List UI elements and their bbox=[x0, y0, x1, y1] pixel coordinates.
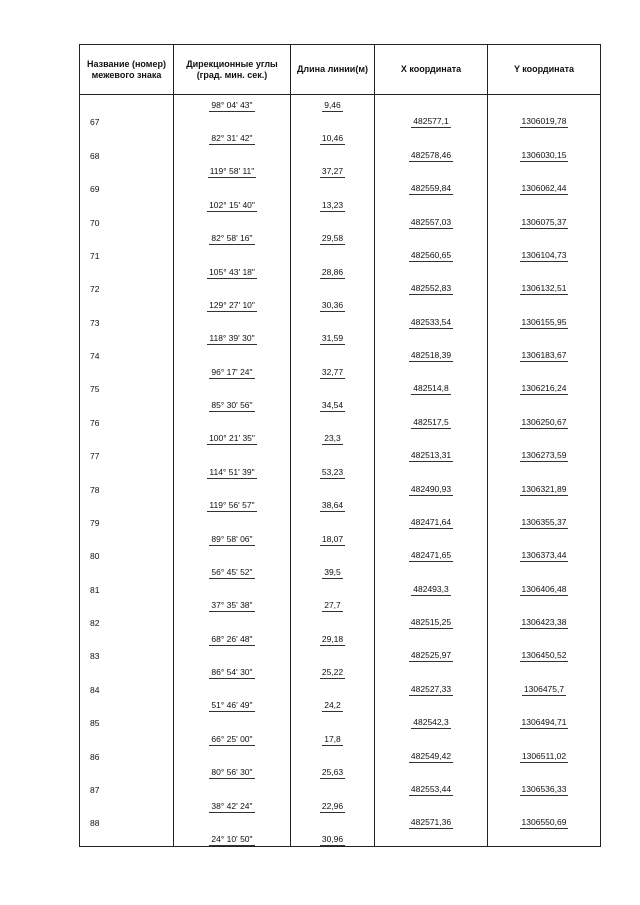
x-coordinate: 482553,44 bbox=[410, 783, 452, 794]
point-name: 70 bbox=[90, 217, 100, 228]
segment-row bbox=[80, 362, 601, 379]
segment-row bbox=[80, 662, 601, 679]
point-row bbox=[80, 412, 601, 429]
line-length: 31,59 bbox=[321, 333, 344, 344]
point-name: 69 bbox=[90, 184, 100, 195]
direction-angle: 114° 51' 39" bbox=[209, 466, 255, 477]
direction-angle: 96° 17' 24" bbox=[211, 366, 253, 377]
header-y: Y координата bbox=[488, 45, 601, 95]
y-coordinate: 1306406,48 bbox=[521, 583, 567, 594]
direction-angle: 102° 15' 40" bbox=[209, 199, 255, 210]
point-row bbox=[80, 546, 601, 563]
line-length: 32,77 bbox=[321, 366, 344, 377]
segment-row bbox=[80, 496, 601, 513]
x-coordinate: 482490,93 bbox=[410, 483, 452, 494]
segment-row bbox=[80, 829, 601, 846]
point-name: 76 bbox=[90, 417, 100, 428]
point-row bbox=[80, 679, 601, 696]
y-coordinate: 1306536,33 bbox=[521, 783, 567, 794]
y-coordinate: 1306132,51 bbox=[521, 283, 567, 294]
x-coordinate: 482577,1 bbox=[413, 116, 449, 127]
header-row bbox=[80, 45, 601, 95]
segment-row bbox=[80, 596, 601, 613]
y-coordinate: 1306030,15 bbox=[521, 149, 567, 160]
x-coordinate: 482515,25 bbox=[410, 617, 452, 627]
point-name: 68 bbox=[90, 150, 100, 161]
point-row bbox=[80, 646, 601, 663]
direction-angle: 80° 56' 30" bbox=[211, 767, 253, 778]
point-name: 79 bbox=[90, 517, 100, 528]
segment-row bbox=[80, 195, 601, 212]
point-name: 67 bbox=[90, 117, 100, 128]
line-length: 23,3 bbox=[324, 433, 341, 444]
y-coordinate: 1306511,02 bbox=[521, 750, 567, 761]
point-name: 88 bbox=[90, 818, 100, 829]
y-coordinate: 1306250,67 bbox=[521, 416, 567, 427]
segment-row bbox=[80, 529, 601, 546]
x-coordinate: 482517,5 bbox=[413, 416, 449, 427]
boundary-coordinates-table bbox=[79, 44, 601, 847]
point-row bbox=[80, 746, 601, 763]
header-name: Название (номер) межевого знака bbox=[80, 45, 174, 95]
direction-angle: 119° 58' 11" bbox=[209, 166, 255, 177]
y-coordinate: 1306216,24 bbox=[521, 383, 567, 394]
direction-angle: 82° 31' 42" bbox=[211, 133, 253, 144]
point-row bbox=[80, 245, 601, 262]
direction-angle: 129° 27' 10" bbox=[209, 299, 255, 310]
y-coordinate: 1306104,73 bbox=[521, 249, 567, 260]
point-name: 80 bbox=[90, 551, 100, 562]
point-row bbox=[80, 112, 601, 129]
x-coordinate: 482542,3 bbox=[413, 717, 449, 728]
point-row bbox=[80, 345, 601, 362]
segment-row bbox=[80, 696, 601, 713]
direction-angle: 105° 43' 18" bbox=[209, 266, 255, 277]
line-length: 53,23 bbox=[321, 466, 344, 477]
x-coordinate: 482513,31 bbox=[410, 450, 452, 461]
line-length: 13,23 bbox=[321, 199, 344, 210]
y-coordinate: 1306075,37 bbox=[521, 216, 567, 227]
direction-angle: 118° 39' 30" bbox=[209, 333, 255, 344]
x-coordinate: 482471,64 bbox=[410, 516, 452, 527]
x-coordinate: 482527,33 bbox=[410, 683, 452, 694]
point-row bbox=[80, 178, 601, 195]
segment-row bbox=[80, 462, 601, 479]
segment-row bbox=[80, 629, 601, 646]
x-coordinate: 482560,65 bbox=[410, 249, 452, 260]
direction-angle: 82° 58' 16" bbox=[211, 233, 253, 244]
point-name: 78 bbox=[90, 484, 100, 495]
direction-angle: 56° 45' 52" bbox=[211, 566, 253, 577]
y-coordinate: 1306373,44 bbox=[521, 550, 567, 561]
line-length: 18,07 bbox=[321, 533, 344, 544]
point-row bbox=[80, 279, 601, 296]
point-name: 85 bbox=[90, 718, 100, 729]
segment-row bbox=[80, 229, 601, 246]
segment-row bbox=[80, 395, 601, 412]
x-coordinate: 482493,3 bbox=[413, 583, 449, 594]
x-coordinate: 482549,42 bbox=[410, 750, 452, 761]
y-coordinate: 1306155,95 bbox=[521, 316, 567, 327]
point-name: 71 bbox=[90, 250, 100, 261]
point-row bbox=[80, 813, 601, 830]
x-coordinate: 482552,83 bbox=[410, 283, 452, 294]
direction-angle: 100° 21' 35" bbox=[209, 433, 255, 444]
x-coordinate: 482559,84 bbox=[410, 183, 452, 194]
point-name: 87 bbox=[90, 784, 100, 795]
x-coordinate: 482514,8 bbox=[413, 383, 449, 394]
y-coordinate: 1306423,38 bbox=[521, 617, 567, 627]
header-angle: Дирекционные углы (град. мин. сек.) bbox=[174, 45, 291, 95]
line-length: 30,36 bbox=[321, 299, 344, 310]
segment-row bbox=[80, 562, 601, 579]
point-name: 77 bbox=[90, 451, 100, 462]
line-length: 34,54 bbox=[321, 400, 344, 411]
header-x: X координата bbox=[375, 45, 488, 95]
segment-row bbox=[80, 95, 601, 112]
direction-angle: 68° 26' 48" bbox=[211, 633, 253, 644]
line-length: 17,8 bbox=[324, 733, 341, 744]
y-coordinate: 1306550,69 bbox=[521, 817, 567, 828]
point-row bbox=[80, 579, 601, 596]
direction-angle: 85° 30' 56" bbox=[211, 400, 253, 411]
direction-angle: 98° 04' 43" bbox=[211, 99, 253, 110]
y-coordinate: 1306273,59 bbox=[521, 450, 567, 461]
point-row bbox=[80, 479, 601, 496]
segment-row bbox=[80, 729, 601, 746]
direction-angle: 38° 42' 24" bbox=[211, 800, 253, 811]
line-length: 28,86 bbox=[321, 266, 344, 277]
line-length: 10,46 bbox=[321, 133, 344, 144]
point-name: 82 bbox=[90, 618, 100, 628]
segment-row bbox=[80, 796, 601, 813]
line-length: 38,64 bbox=[321, 500, 344, 511]
segment-row bbox=[80, 429, 601, 446]
segment-row bbox=[80, 295, 601, 312]
point-name: 73 bbox=[90, 317, 100, 328]
line-length: 27,7 bbox=[324, 600, 341, 611]
point-name: 83 bbox=[90, 651, 100, 662]
point-row bbox=[80, 712, 601, 729]
y-coordinate: 1306062,44 bbox=[521, 183, 567, 194]
point-name: 74 bbox=[90, 351, 100, 361]
x-coordinate: 482471,65 bbox=[410, 550, 452, 561]
line-length: 25,22 bbox=[321, 667, 344, 678]
line-length: 9,46 bbox=[324, 99, 341, 110]
segment-row bbox=[80, 162, 601, 179]
direction-angle: 89° 58' 06" bbox=[211, 533, 253, 544]
header-length: Длина линии(м) bbox=[291, 45, 375, 95]
line-length: 29,18 bbox=[321, 633, 344, 644]
direction-angle: 24° 10' 50" bbox=[211, 833, 253, 844]
direction-angle: 37° 35' 38" bbox=[211, 600, 253, 611]
point-name: 72 bbox=[90, 284, 100, 295]
point-row bbox=[80, 779, 601, 796]
y-coordinate: 1306019,78 bbox=[521, 116, 567, 127]
direction-angle: 86° 54' 30" bbox=[211, 667, 253, 678]
point-row bbox=[80, 379, 601, 396]
direction-angle: 51° 46' 49" bbox=[211, 700, 253, 711]
point-row bbox=[80, 212, 601, 229]
point-name: 84 bbox=[90, 684, 100, 695]
x-coordinate: 482571,36 bbox=[410, 817, 452, 828]
line-length: 37,27 bbox=[321, 166, 344, 177]
y-coordinate: 1306355,37 bbox=[521, 516, 567, 527]
line-length: 29,58 bbox=[321, 233, 344, 244]
line-length: 25,63 bbox=[321, 767, 344, 778]
x-coordinate: 482525,97 bbox=[410, 650, 452, 661]
segment-row bbox=[80, 329, 601, 346]
point-row bbox=[80, 145, 601, 162]
y-coordinate: 1306475,7 bbox=[523, 683, 565, 694]
x-coordinate: 482557,03 bbox=[410, 216, 452, 227]
line-length: 22,96 bbox=[321, 800, 344, 811]
x-coordinate: 482533,54 bbox=[410, 316, 452, 327]
y-coordinate: 1306183,67 bbox=[521, 350, 567, 360]
segment-row bbox=[80, 763, 601, 780]
direction-angle: 119° 56' 57" bbox=[209, 500, 255, 511]
y-coordinate: 1306450,52 bbox=[521, 650, 567, 661]
y-coordinate: 1306494,71 bbox=[521, 717, 567, 728]
point-row bbox=[80, 612, 601, 629]
segment-row bbox=[80, 262, 601, 279]
point-name: 81 bbox=[90, 584, 100, 595]
line-length: 24,2 bbox=[324, 700, 341, 711]
point-row bbox=[80, 512, 601, 529]
point-name: 86 bbox=[90, 751, 100, 762]
direction-angle: 66° 25' 00" bbox=[211, 733, 253, 744]
segment-row bbox=[80, 128, 601, 145]
x-coordinate: 482578,46 bbox=[410, 149, 452, 160]
y-coordinate: 1306321,89 bbox=[521, 483, 567, 494]
point-row bbox=[80, 312, 601, 329]
line-length: 30,96 bbox=[321, 833, 344, 844]
x-coordinate: 482518,39 bbox=[410, 350, 452, 360]
point-row bbox=[80, 445, 601, 462]
line-length: 39,5 bbox=[324, 566, 341, 577]
point-name: 75 bbox=[90, 384, 100, 395]
